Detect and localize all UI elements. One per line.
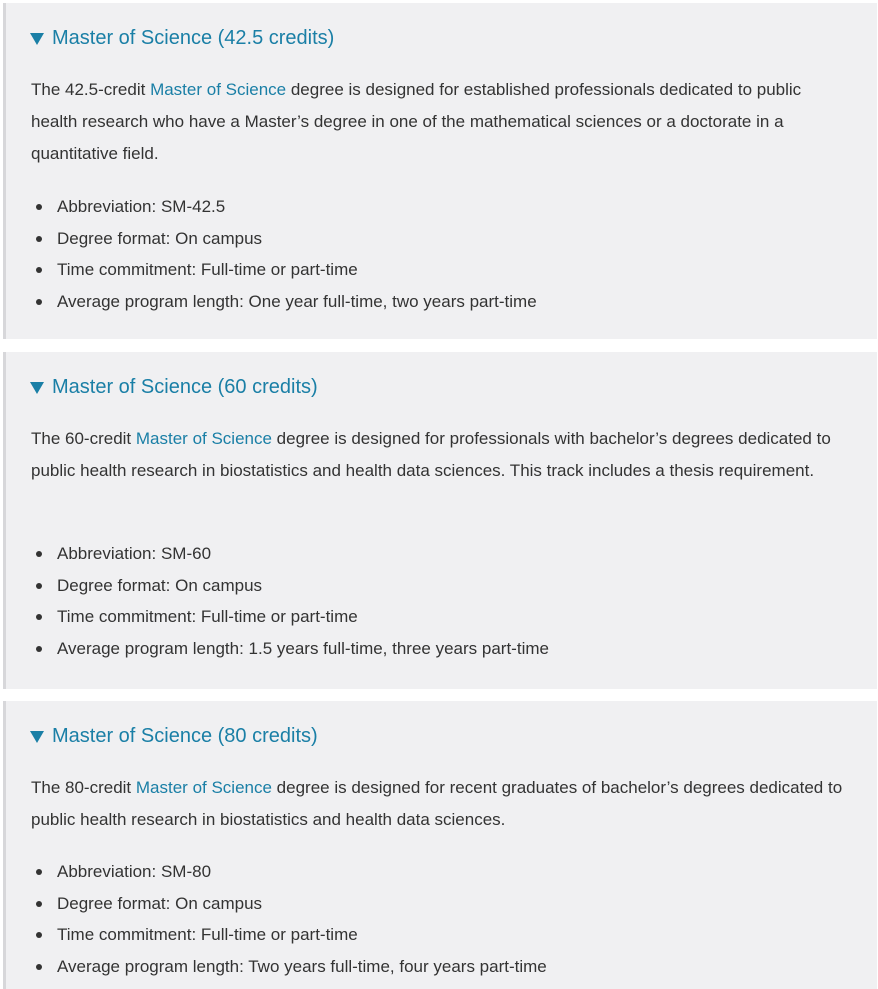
triangle-down-icon [30, 33, 44, 45]
bullet-icon [36, 614, 42, 620]
list-item [31, 191, 851, 223]
master-of-science-link[interactable]: Master of Science [135, 429, 272, 448]
description-text: degree is designed for recent graduates of bachelor’s degrees dedicated to public health research in biostatistics and health data sciences. [31, 778, 843, 829]
fact-time-commitment: Time commitment: Full-time or part-time [57, 607, 358, 627]
accordion-toggle-sm-80[interactable] [30, 723, 318, 749]
accordion-title: Master of Science (42.5 credits) [52, 27, 335, 49]
bullet-icon [36, 551, 42, 557]
fact-abbreviation: Abbreviation: SM-42.5 [57, 197, 226, 216]
accordion-title: Master of Science (80 credits) [52, 725, 318, 747]
list-item [31, 633, 851, 665]
degree-description [31, 423, 851, 487]
description-text: The 42.5-credit [31, 80, 151, 99]
degree-description [31, 772, 851, 836]
fact-program-length: Average program length: One year full-time, two years part-time [57, 292, 537, 312]
description-text: degree is designed for established professionals dedicated to public health research who have a Master’s degree in one of the mathematical sciences or a doctorate in a quantitative field. [31, 80, 802, 163]
list-item [31, 951, 851, 983]
accordion-title: Master of Science (60 credits) [52, 376, 318, 398]
fact-program-length: Average program length: Two years full-time, four years part-time [57, 957, 547, 977]
bullet-icon [36, 646, 42, 652]
accordion-panel-sm-42-5 [3, 3, 877, 339]
fact-time-commitment: Time commitment: Full-time or part-time [57, 260, 358, 280]
bullet-icon [36, 299, 42, 305]
accordion-panel-sm-80 [3, 701, 877, 989]
bullet-icon [36, 901, 42, 907]
fact-abbreviation: Abbreviation: SM-80 [57, 862, 212, 881]
description-text: The 80-credit [31, 778, 136, 797]
bullet-icon [36, 204, 42, 210]
degree-facts-list [31, 856, 851, 983]
list-item [31, 570, 851, 602]
master-of-science-link[interactable]: Master of Science [135, 778, 272, 797]
fact-abbreviation: Abbreviation: SM-60 [57, 544, 212, 563]
description-text: The 60-credit [31, 429, 136, 448]
accordion-toggle-sm-60[interactable] [30, 374, 318, 400]
bullet-icon [36, 236, 42, 242]
accordion-panel-sm-60 [3, 352, 877, 689]
triangle-down-icon [30, 731, 44, 743]
bullet-icon [36, 869, 42, 875]
list-item [31, 286, 851, 318]
fact-degree-format: Degree format: On campus [57, 575, 263, 595]
list-item [31, 601, 851, 633]
list-item [31, 856, 851, 888]
fact-program-length: Average program length: 1.5 years full-time, three years part-time [57, 639, 549, 659]
degree-facts-list [31, 538, 851, 665]
list-item [31, 919, 851, 951]
bullet-icon [36, 932, 42, 938]
bullet-icon [36, 964, 42, 970]
list-item [31, 538, 851, 570]
list-item [31, 888, 851, 920]
degree-description [31, 74, 851, 170]
triangle-down-icon [30, 382, 44, 394]
description-text: degree is designed for professionals with bachelor’s degrees dedicated to public health research in biostatistics and health data sciences. This track includes a thesis requirement. [31, 429, 831, 480]
degree-facts-list [31, 191, 851, 318]
fact-time-commitment: Time commitment: Full-time or part-time [57, 925, 358, 945]
master-of-science-link[interactable]: Master of Science [150, 80, 287, 99]
bullet-icon [36, 583, 42, 589]
list-item [31, 254, 851, 286]
bullet-icon [36, 267, 42, 273]
fact-degree-format: Degree format: On campus [57, 893, 263, 913]
fact-degree-format: Degree format: On campus [57, 228, 263, 248]
list-item [31, 223, 851, 255]
accordion-toggle-sm-42-5[interactable] [30, 25, 334, 51]
